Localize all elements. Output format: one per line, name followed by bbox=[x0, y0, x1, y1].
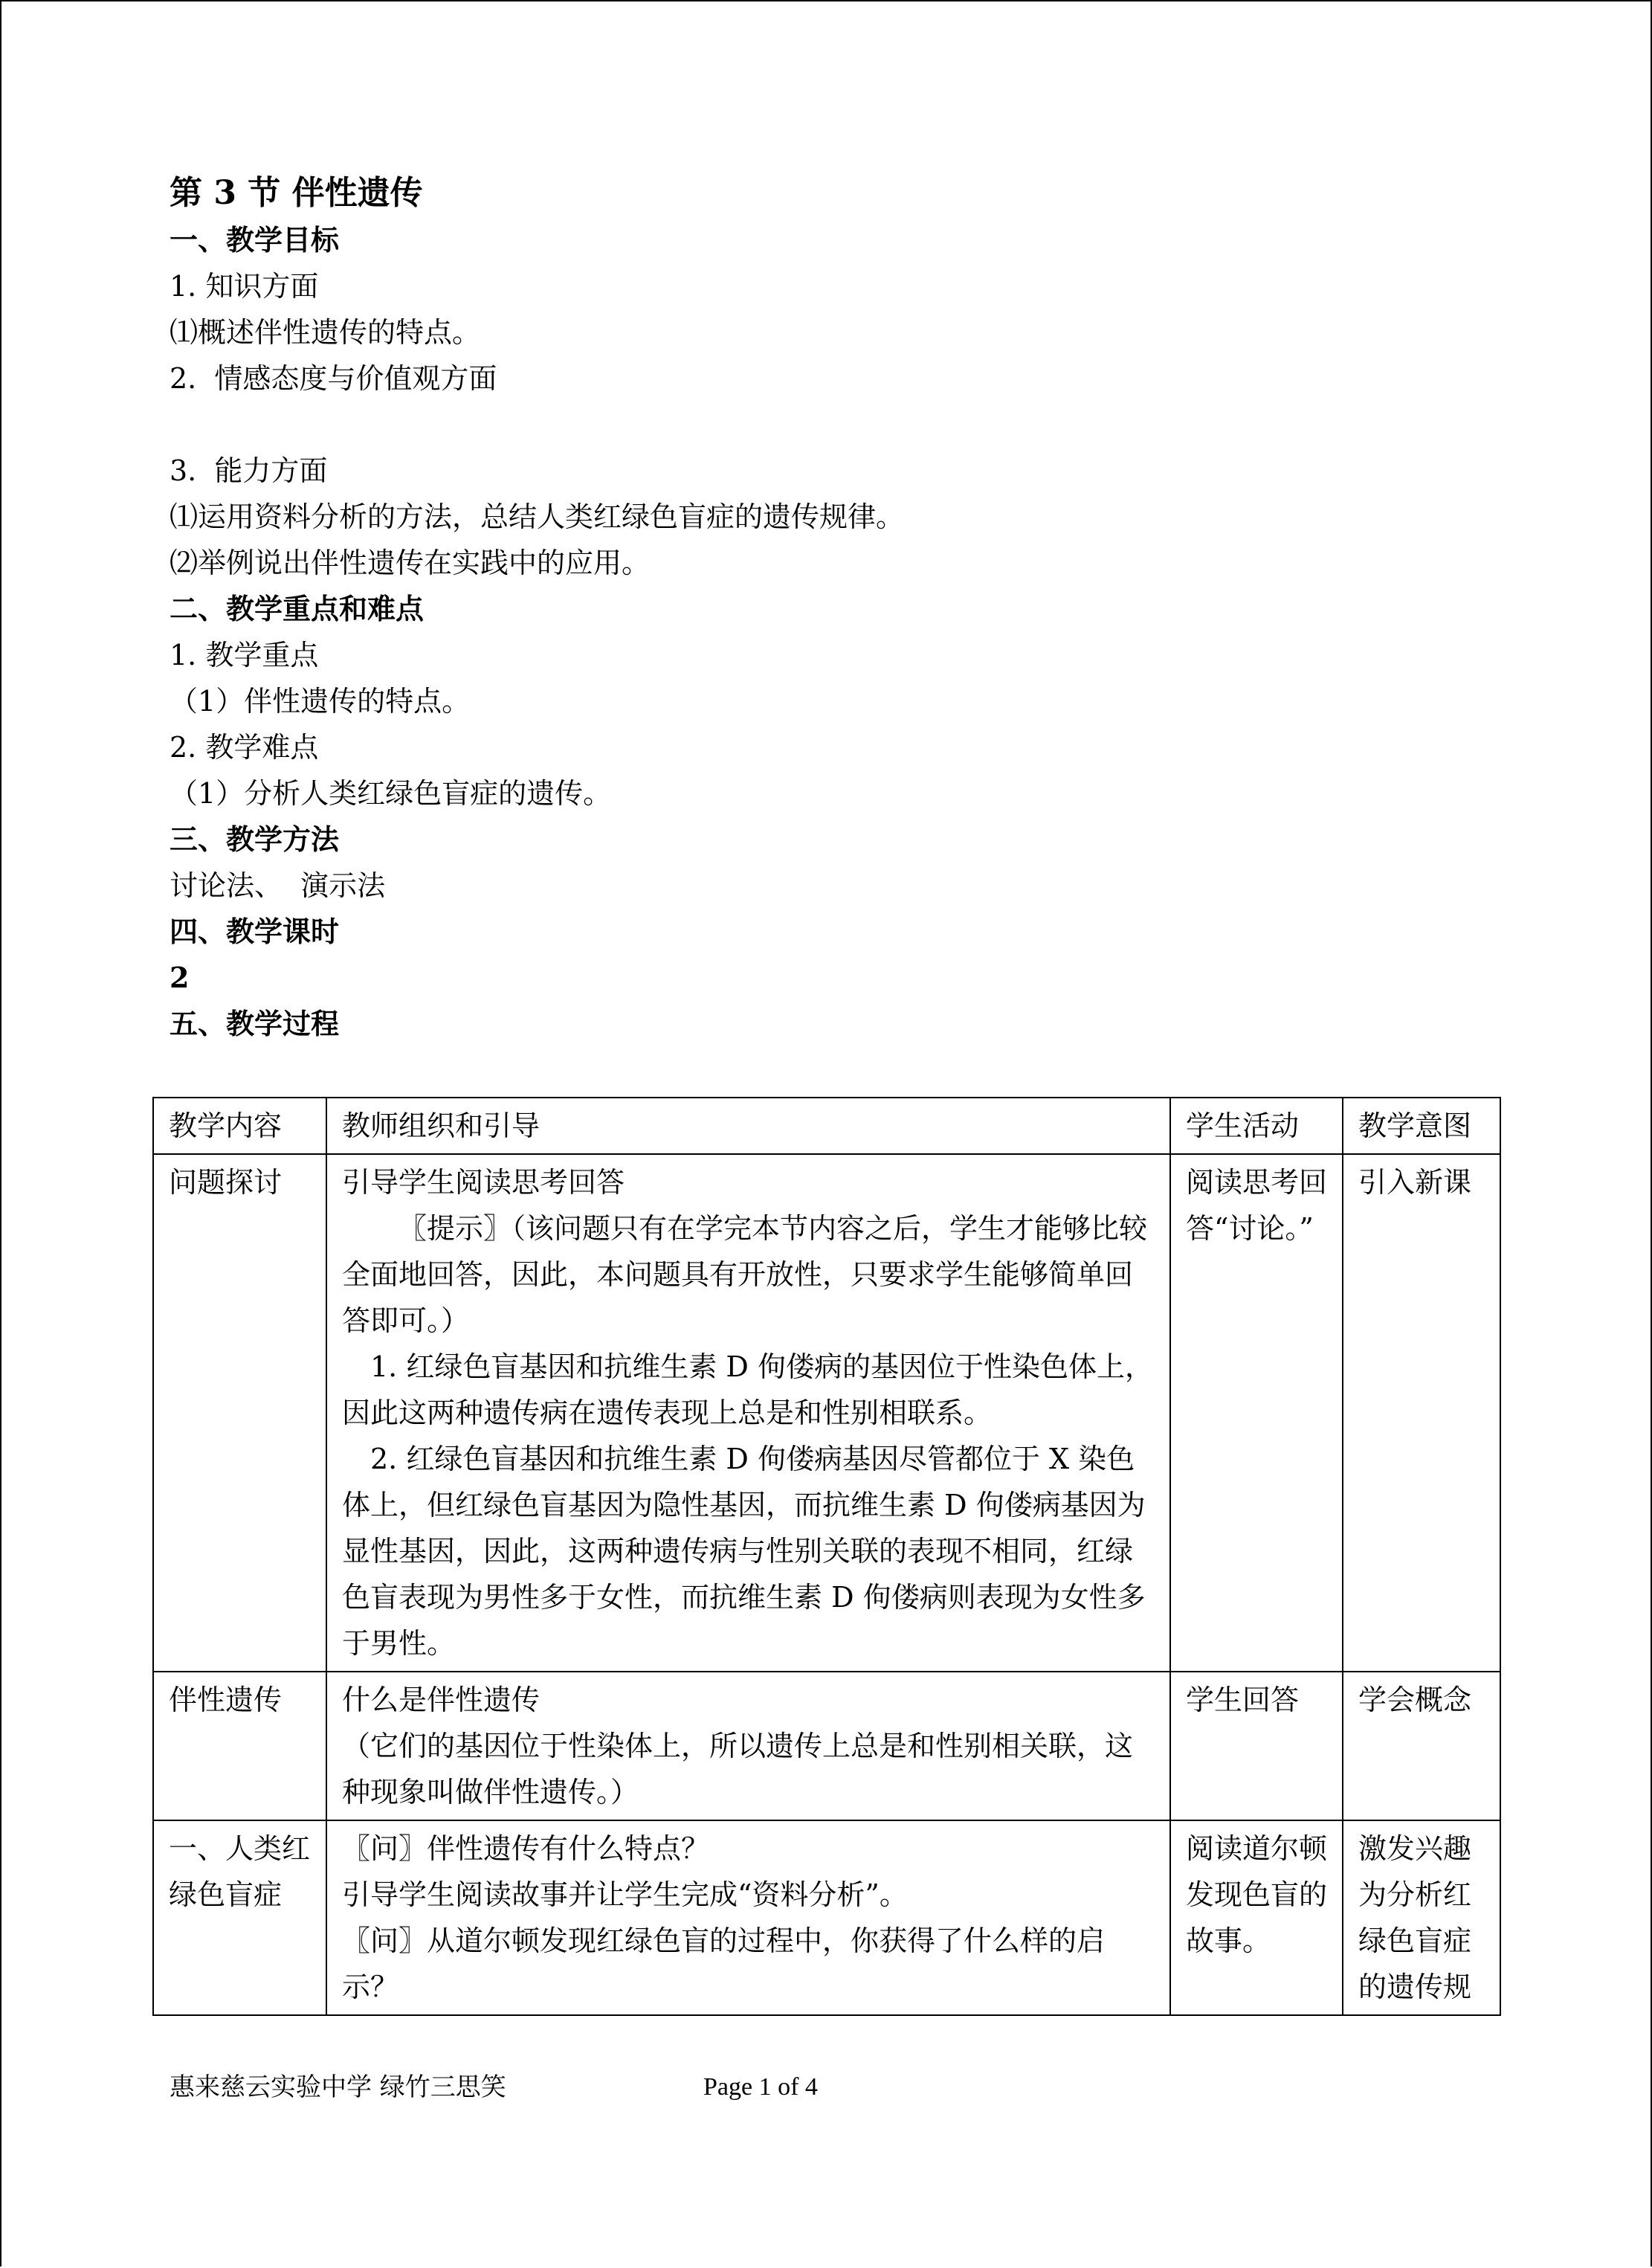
section-heading-objectives: 一、教学目标 bbox=[170, 223, 340, 257]
section-heading-key-points: 二、教学重点和难点 bbox=[170, 592, 425, 625]
methods-text: 讨论法、 演示法 bbox=[170, 869, 386, 902]
key-point-label: 1. 教学重点 bbox=[170, 639, 319, 671]
objective-attitude: 2. 情感态度与价值观方面 bbox=[170, 362, 497, 395]
difficulty-1: （1）分析人类红绿色盲症的遗传。 bbox=[170, 777, 612, 810]
table-row bbox=[153, 1820, 1500, 2015]
guide-line: 引导学生阅读思考回答 bbox=[342, 1166, 625, 1199]
table-header-row bbox=[153, 1098, 1500, 1154]
objective-ability-2: ⑵举例说出伴性遗传在实践中的应用。 bbox=[170, 547, 651, 579]
row-intent: 学会概念 bbox=[1343, 1672, 1500, 1820]
guide-line: 〖问〗从道尔顿发现红绿色盲的过程中，你获得了什么样的启示？ bbox=[342, 1924, 1106, 2003]
row-activity: 阅读思考回答“讨论。” bbox=[1170, 1154, 1343, 1672]
table-row bbox=[153, 1672, 1500, 1820]
section-heading-methods: 三、教学方法 bbox=[170, 822, 340, 856]
objective-knowledge: 1. 知识方面 bbox=[170, 270, 319, 303]
difficulty-label: 2. 教学难点 bbox=[170, 731, 319, 764]
section-heading-hours: 四、教学课时 bbox=[170, 915, 340, 948]
guide-line: 〖提示〗（该问题只有在学完本节内容之后，学生才能够比较全面地回答，因此，本问题具有开放性，只要求学生能够简单回答即可。） bbox=[342, 1212, 1148, 1337]
objective-knowledge-1: ⑴概述伴性遗传的特点。 bbox=[170, 316, 481, 349]
row-activity: 学生回答 bbox=[1170, 1672, 1343, 1820]
section-heading-process: 五、教学过程 bbox=[170, 1007, 340, 1040]
row-activity: 阅读道尔顿发现色盲的故事。 bbox=[1170, 1820, 1343, 2015]
document-body bbox=[170, 170, 1500, 1047]
row-guide bbox=[326, 1154, 1170, 1672]
table-row bbox=[153, 1154, 1500, 1672]
row-content: 伴性遗传 bbox=[153, 1672, 326, 1820]
row-intent: 激发兴趣为分析红绿色盲症的遗传规 bbox=[1343, 1820, 1500, 2015]
key-point-1: （1）伴性遗传的特点。 bbox=[170, 685, 471, 718]
guide-line: 什么是伴性遗传 bbox=[342, 1684, 541, 1716]
guide-line: （它们的基因位于性染体上，所以遗传上总是和性别相关联，这种现象叫做伴性遗传。） bbox=[342, 1730, 1134, 1808]
row-guide bbox=[326, 1672, 1170, 1820]
guide-line: 2. 红绿色盲基因和抗维生素 D 佝偻病基因尽管都位于 X 染色体上，但红绿色盲基因为隐性基因，而抗维生素 D 佝偻病基因为显性基因，因此，这两种遗传病与性别关联的表现不相同，红绿色盲表现为男性多于女性，而抗维生素 D 佝偻病则表现为女性多于男性。 bbox=[342, 1443, 1146, 1660]
row-content: 一、人类红绿色盲症 bbox=[153, 1820, 326, 2015]
row-intent: 引入新课 bbox=[1343, 1154, 1500, 1672]
header-content: 教学内容 bbox=[153, 1098, 326, 1154]
row-content: 问题探讨 bbox=[153, 1154, 326, 1672]
header-activity: 学生活动 bbox=[1170, 1098, 1343, 1154]
teaching-process-table bbox=[152, 1097, 1501, 2016]
objective-ability-1: ⑴运用资料分析的方法，总结人类红绿色盲症的遗传规律。 bbox=[170, 500, 905, 533]
page-title: 第 3 节 伴性遗传 bbox=[170, 174, 423, 212]
footer-school: 惠来慈云实验中学 绿竹三思笑 bbox=[170, 2072, 506, 2102]
footer-page-number: Page 1 of 4 bbox=[703, 2073, 818, 2101]
objective-ability: 3. 能力方面 bbox=[170, 454, 328, 487]
guide-line: 1. 红绿色盲基因和抗维生素 D 佝偻病的基因位于性染色体上，因此这两种遗传病在遗传表现上总是和性别相联系。 bbox=[342, 1350, 1153, 1429]
guide-line: 引导学生阅读故事并让学生完成“资料分析”。 bbox=[342, 1878, 908, 1911]
header-guide: 教师组织和引导 bbox=[326, 1098, 1170, 1154]
hours-value: 2 bbox=[170, 961, 190, 994]
row-guide bbox=[326, 1820, 1170, 2015]
header-intent: 教学意图 bbox=[1343, 1098, 1500, 1154]
guide-line: 〖问〗伴性遗传有什么特点？ bbox=[342, 1832, 710, 1865]
